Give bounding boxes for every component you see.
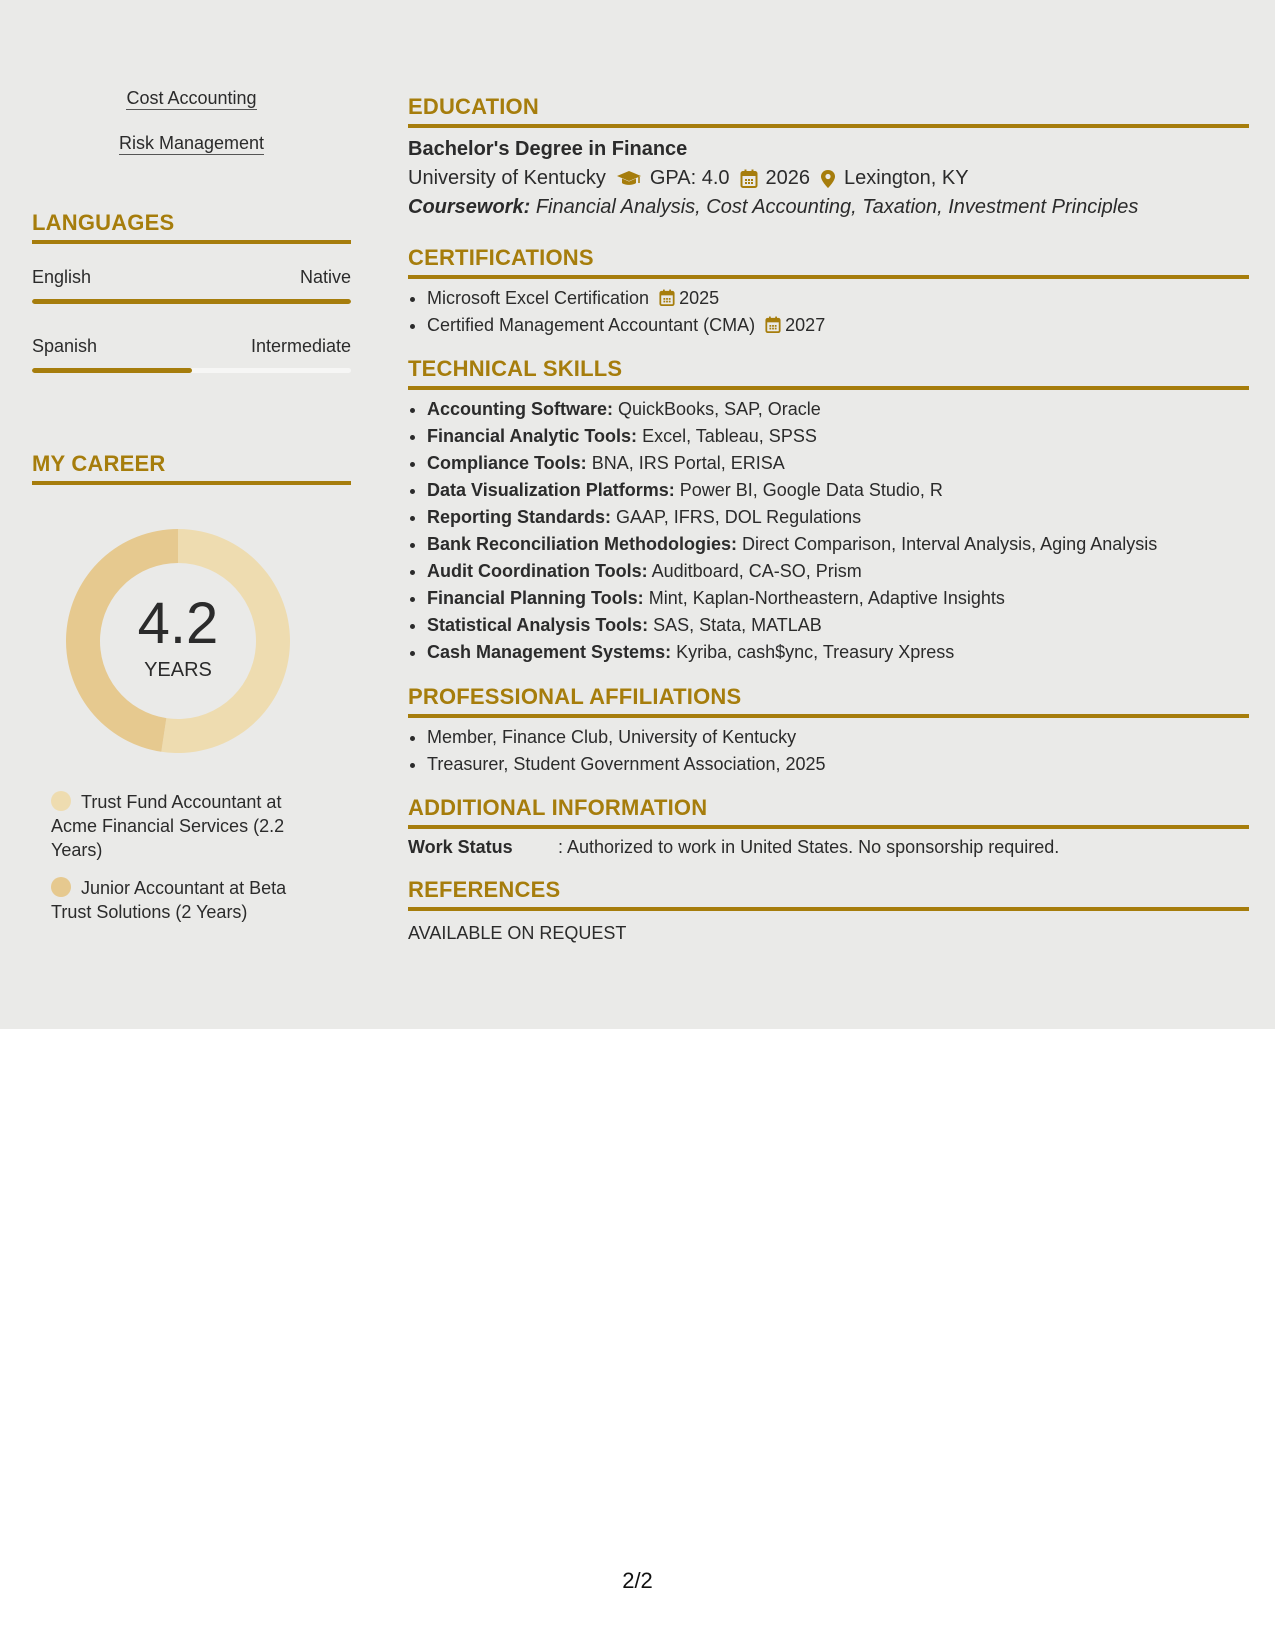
affiliation-item: • Member, Finance Club, University of Kentucky: [427, 724, 1249, 751]
additional-info-title: ADDITIONAL INFORMATION: [408, 795, 1249, 829]
skill-values: Mint, Kaplan-Northeastern, Adaptive Insights: [648, 588, 1005, 608]
references-section: [408, 877, 1249, 944]
graduation-cap-icon: [616, 169, 642, 189]
legend-label: Junior Accountant at Beta Trust Solutions (2 Years): [51, 878, 287, 922]
skill-category: Financial Analytic Tools:: [427, 426, 638, 446]
certification-item: [427, 312, 1249, 339]
technical-skills-title: TECHNICAL SKILLS: [408, 356, 1249, 390]
affiliations-section: [408, 684, 1249, 778]
skill-cost-accounting: Cost Accounting: [126, 88, 257, 108]
legend-dot: [51, 791, 71, 811]
certification-year: 2027: [785, 315, 826, 335]
coursework: [408, 196, 1249, 219]
technical-skill-item: [427, 477, 1249, 504]
certification-year: 2025: [679, 288, 720, 308]
skill-risk-management: Risk Management: [118, 133, 265, 153]
career-legend-item: [51, 876, 321, 924]
donut-center: [66, 529, 290, 753]
coursework-label: Coursework:: [408, 196, 531, 218]
skill-values: QuickBooks, SAP, Oracle: [618, 399, 821, 419]
technical-skill-item: [427, 531, 1249, 558]
skill-values: SAS, Stata, MATLAB: [653, 615, 822, 635]
calendar-icon: [765, 316, 781, 334]
career-legend-item: [51, 790, 321, 862]
coursework-list: Financial Analysis, Cost Accounting, Taxation, Investment Principles: [535, 196, 1139, 218]
technical-skill-item: [427, 558, 1249, 585]
page-number: 2/2: [622, 1568, 653, 1593]
skill-category: Financial Planning Tools:: [427, 588, 644, 608]
skill-values: GAAP, IFRS, DOL Regulations: [616, 507, 862, 527]
language-row-spanish: [32, 336, 351, 357]
career-unit: YEARS: [144, 658, 212, 681]
skill-category: Statistical Analysis Tools:: [427, 615, 649, 635]
certification-name: Certified Management Accountant (CMA): [427, 315, 756, 335]
legend-dot: [51, 877, 71, 897]
calendar-icon: [740, 169, 758, 189]
skill-values: Excel, Tableau, SPSS: [642, 426, 817, 446]
career-total-years: 4.2: [137, 590, 219, 656]
career-donut-chart: [66, 529, 290, 753]
skill-values: BNA, IRS Portal, ERISA: [591, 453, 785, 473]
skill-category: Bank Reconciliation Methodologies:: [427, 534, 738, 554]
career-title: MY CAREER: [32, 451, 351, 485]
technical-skills-list: [408, 396, 1249, 666]
language-level: Intermediate: [250, 336, 351, 356]
work-status-row: [408, 837, 1249, 858]
skill-values: Direct Comparison, Interval Analysis, Aging Analysis: [742, 534, 1158, 554]
graduation-year: 2026: [765, 167, 811, 189]
language-bar-fill: [32, 368, 192, 373]
technical-skill-item: [427, 396, 1249, 423]
location-pin-icon: [820, 169, 836, 189]
calendar-icon: [659, 289, 675, 307]
legend-label: Trust Fund Accountant at Acme Financial Services (2.2 Years): [51, 792, 285, 860]
technical-skill-item: [427, 450, 1249, 477]
skill-category: Reporting Standards:: [427, 507, 612, 527]
degree-title: Bachelor's Degree in Finance: [408, 138, 688, 160]
affiliation-item: • Treasurer, Student Government Association, 2025: [427, 751, 1249, 778]
additional-info-section: [408, 795, 1249, 858]
skill-category: Cash Management Systems:: [427, 642, 672, 662]
language-name: English: [32, 267, 92, 287]
language-name: Spanish: [32, 336, 98, 356]
skill-category: Audit Coordination Tools:: [427, 561, 648, 581]
education-meta: [408, 167, 1249, 190]
skill-category: Accounting Software:: [427, 399, 614, 419]
skill-values: Power BI, Google Data Studio, R: [679, 480, 943, 500]
technical-skill-item: [427, 504, 1249, 531]
certification-name: Microsoft Excel Certification: [427, 288, 650, 308]
language-level: Native: [299, 267, 351, 287]
work-status-value: : Authorized to work in United States. No sponsorship required.: [558, 837, 1060, 857]
education-section: [408, 94, 1249, 219]
technical-skill-item: [427, 639, 1249, 666]
skill-category: Data Visualization Platforms:: [427, 480, 675, 500]
language-bar-fill: [32, 299, 351, 304]
languages-title: LANGUAGES: [32, 210, 351, 244]
language-bar-spanish: [32, 368, 351, 373]
certifications-section: [408, 245, 1249, 339]
certifications-title: CERTIFICATIONS: [408, 245, 1249, 279]
technical-skills-section: [408, 356, 1249, 666]
skill-values: Kyriba, cash$ync, Treasury Xpress: [676, 642, 955, 662]
skill-values: Auditboard, CA-SO, Prism: [651, 561, 862, 581]
affiliations-list: [408, 724, 1249, 778]
work-status-label: Work Status: [408, 837, 513, 857]
language-bar-english: [32, 299, 351, 304]
skill-category: Compliance Tools:: [427, 453, 587, 473]
education-title: EDUCATION: [408, 94, 1249, 128]
references-title: REFERENCES: [408, 877, 1249, 911]
certifications-list: [408, 285, 1249, 339]
technical-skill-item: [427, 423, 1249, 450]
certification-item: [427, 285, 1249, 312]
technical-skill-item: [427, 612, 1249, 639]
language-row-english: [32, 267, 351, 288]
references-text: AVAILABLE ON REQUEST: [408, 923, 627, 943]
affiliations-title: PROFESSIONAL AFFILIATIONS: [408, 684, 1249, 718]
location: Lexington, KY: [844, 167, 969, 189]
school-name: University of Kentucky: [408, 167, 606, 189]
technical-skill-item: [427, 585, 1249, 612]
gpa: GPA: 4.0: [649, 167, 730, 189]
